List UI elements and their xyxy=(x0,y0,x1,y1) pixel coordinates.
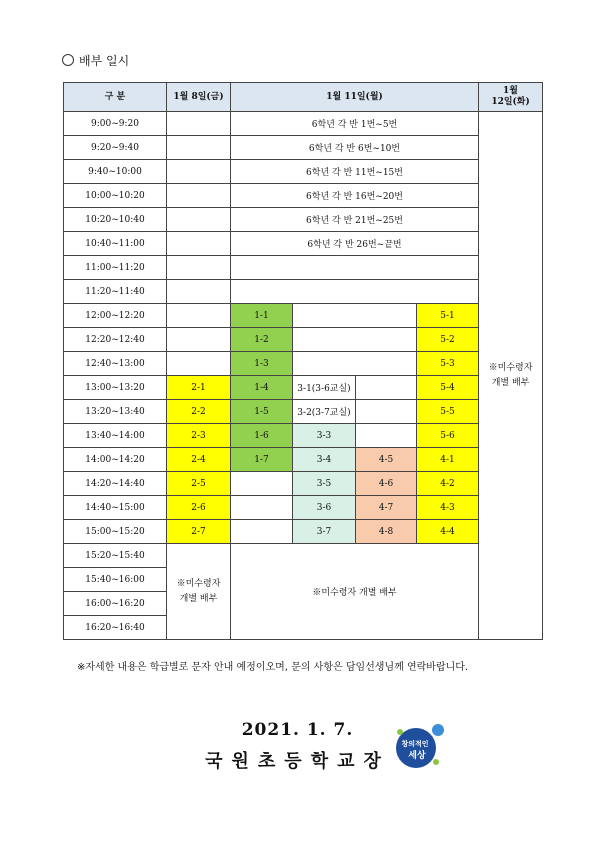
svg-text:창의적인: 창의적인 xyxy=(401,740,429,748)
table-row xyxy=(64,400,543,424)
grade6-cell: 6학년 각 반 26번~끝번 xyxy=(231,232,479,256)
empty-cell xyxy=(167,304,231,328)
empty-cell xyxy=(293,328,417,352)
time-cell: 13:40~14:00 xyxy=(64,424,167,448)
time-cell: 15:00~15:20 xyxy=(64,520,167,544)
time-cell: 14:40~15:00 xyxy=(64,496,167,520)
empty-cell xyxy=(167,184,231,208)
grade2-cell: 2-7 xyxy=(167,520,231,544)
issuer-name: 국원초등학교장 xyxy=(205,751,390,772)
grade6-cell: 6학년 각 반 11번~15번 xyxy=(231,160,479,184)
fri-note-cell: ※미수령자 개별 배부 xyxy=(167,544,231,640)
grade1-cell: 1-7 xyxy=(231,448,293,472)
table-row xyxy=(64,376,543,400)
time-cell: 10:40~11:00 xyxy=(64,232,167,256)
grade5-cell: 5-5 xyxy=(417,400,479,424)
grade1-cell: 1-5 xyxy=(231,400,293,424)
grade2-cell: 2-1 xyxy=(167,376,231,400)
empty-cell xyxy=(356,400,417,424)
empty-cell xyxy=(167,352,231,376)
table-row xyxy=(64,112,543,136)
table-row xyxy=(64,256,543,280)
tue-note-cell: ※미수령자 개별 배부 xyxy=(479,112,543,640)
time-cell: 15:40~16:00 xyxy=(64,568,167,592)
empty-cell xyxy=(231,496,293,520)
table-row xyxy=(64,472,543,496)
table-row xyxy=(64,424,543,448)
distribution-schedule-table xyxy=(63,82,543,640)
grade3-cell: 3-5 xyxy=(293,472,356,496)
grade3-cell: 3-3 xyxy=(293,424,356,448)
svg-text:세상: 세상 xyxy=(408,751,426,761)
grade3-cell: 3-4 xyxy=(293,448,356,472)
grade2-cell: 2-5 xyxy=(167,472,231,496)
table-row xyxy=(64,160,543,184)
table-row xyxy=(64,520,543,544)
grade3-cell: 3-6 xyxy=(293,496,356,520)
table-row xyxy=(64,184,543,208)
table-row xyxy=(64,136,543,160)
table-row xyxy=(64,496,543,520)
empty-cell xyxy=(167,232,231,256)
time-cell: 11:20~11:40 xyxy=(64,280,167,304)
time-cell: 9:40~10:00 xyxy=(64,160,167,184)
grade1-cell: 1-4 xyxy=(231,376,293,400)
section-heading-text: 배부 일시 xyxy=(79,54,130,68)
grade4-cell: 4-8 xyxy=(356,520,417,544)
table-header-row xyxy=(64,83,543,112)
table-row xyxy=(64,448,543,472)
empty-cell xyxy=(231,280,479,304)
grade1-cell: 1-1 xyxy=(231,304,293,328)
empty-cell xyxy=(293,352,417,376)
empty-cell xyxy=(167,160,231,184)
time-cell: 12:00~12:20 xyxy=(64,304,167,328)
grade1-cell: 1-3 xyxy=(231,352,293,376)
grade2-cell: 2-6 xyxy=(167,496,231,520)
empty-cell xyxy=(167,208,231,232)
header-jan-11: 1월 11일(월) xyxy=(231,83,479,112)
grade4-cell: 4-4 xyxy=(417,520,479,544)
grade4-cell: 4-6 xyxy=(356,472,417,496)
grade3-cell: 3-1(3-6교실) xyxy=(293,376,356,400)
time-cell: 9:00~9:20 xyxy=(64,112,167,136)
empty-cell xyxy=(293,304,417,328)
table-row xyxy=(64,280,543,304)
empty-cell xyxy=(167,112,231,136)
grade4-cell: 4-7 xyxy=(356,496,417,520)
grade1-cell: 1-6 xyxy=(231,424,293,448)
header-jan-12: 1월 12일(화) xyxy=(479,83,543,112)
empty-cell xyxy=(231,472,293,496)
time-cell: 11:00~11:20 xyxy=(64,256,167,280)
grade3-cell: 3-7 xyxy=(293,520,356,544)
time-cell: 13:00~13:20 xyxy=(64,376,167,400)
school-logo-icon xyxy=(392,720,448,772)
table-row xyxy=(64,328,543,352)
grade5-cell: 5-6 xyxy=(417,424,479,448)
empty-cell xyxy=(356,376,417,400)
grade5-cell: 5-3 xyxy=(417,352,479,376)
empty-cell xyxy=(231,256,479,280)
time-cell: 16:20~16:40 xyxy=(64,616,167,640)
grade6-cell: 6학년 각 반 21번~25번 xyxy=(231,208,479,232)
empty-cell xyxy=(167,256,231,280)
section-heading xyxy=(62,52,129,69)
empty-cell xyxy=(356,424,417,448)
table-row xyxy=(64,208,543,232)
empty-cell xyxy=(167,136,231,160)
empty-cell xyxy=(167,328,231,352)
header-jan-8: 1월 8일(금) xyxy=(167,83,231,112)
empty-cell xyxy=(167,280,231,304)
grade4-cell: 4-5 xyxy=(356,448,417,472)
table-row xyxy=(64,352,543,376)
table-row xyxy=(64,544,543,568)
time-cell: 10:00~10:20 xyxy=(64,184,167,208)
grade6-cell: 6학년 각 반 1번~5번 xyxy=(231,112,479,136)
header-category: 구 분 xyxy=(64,83,167,112)
issue-date: 2021. 1. 7. xyxy=(241,720,354,740)
grade2-cell: 2-3 xyxy=(167,424,231,448)
time-cell: 12:40~13:00 xyxy=(64,352,167,376)
table-row xyxy=(64,232,543,256)
grade5-cell: 5-4 xyxy=(417,376,479,400)
time-cell: 10:20~10:40 xyxy=(64,208,167,232)
time-cell: 12:20~12:40 xyxy=(64,328,167,352)
time-cell: 16:00~16:20 xyxy=(64,592,167,616)
time-cell: 13:20~13:40 xyxy=(64,400,167,424)
grade5-cell: 5-2 xyxy=(417,328,479,352)
grade4-cell: 4-2 xyxy=(417,472,479,496)
grade5-cell: 5-1 xyxy=(417,304,479,328)
mon-note-cell: ※미수령자 개별 배부 xyxy=(231,544,479,640)
grade6-cell: 6학년 각 반 16번~20번 xyxy=(231,184,479,208)
empty-cell xyxy=(231,520,293,544)
grade4-cell: 4-1 xyxy=(417,448,479,472)
footnote: ※자세한 내용은 학급별로 문자 안내 예정이오며, 문의 사항은 담임선생님께 연락바랍니다. xyxy=(77,662,469,673)
grade3-cell: 3-2(3-7교실) xyxy=(293,400,356,424)
time-cell: 14:00~14:20 xyxy=(64,448,167,472)
time-cell: 9:20~9:40 xyxy=(64,136,167,160)
grade2-cell: 2-4 xyxy=(167,448,231,472)
grade4-cell: 4-3 xyxy=(417,496,479,520)
grade1-cell: 1-2 xyxy=(231,328,293,352)
grade2-cell: 2-2 xyxy=(167,400,231,424)
table-row xyxy=(64,304,543,328)
time-cell: 14:20~14:40 xyxy=(64,472,167,496)
time-cell: 15:20~15:40 xyxy=(64,544,167,568)
grade6-cell: 6학년 각 반 6번~10번 xyxy=(231,136,479,160)
circle-bullet-icon xyxy=(62,54,74,66)
